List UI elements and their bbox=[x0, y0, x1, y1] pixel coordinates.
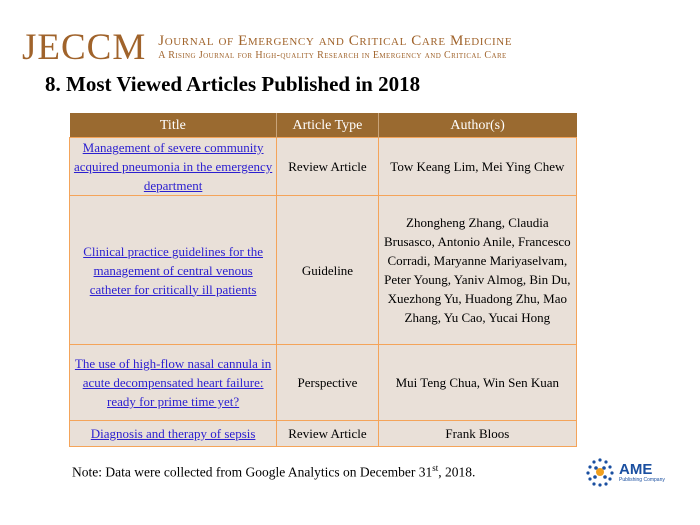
ame-subtitle: Publishing Company bbox=[619, 476, 665, 483]
type-cell: Guideline bbox=[277, 196, 378, 345]
authors-cell: Frank Bloos bbox=[378, 421, 576, 447]
note-text-end: , 2018. bbox=[438, 464, 476, 480]
journal-name: Journal of Emergency and Critical Care Medicine bbox=[158, 33, 513, 49]
title-cell bbox=[70, 421, 277, 447]
table-row bbox=[70, 196, 577, 345]
table-header-row bbox=[70, 113, 577, 138]
header-authors: Author(s) bbox=[378, 113, 576, 138]
authors-cell: Tow Keang Lim, Mei Ying Chew bbox=[378, 138, 576, 196]
table-row bbox=[70, 345, 577, 421]
journal-tagline: A Rising Journal for High-quality Research in Emergency and Critical Care bbox=[158, 50, 507, 61]
header-article-type: Article Type bbox=[277, 113, 378, 138]
article-link[interactable]: Clinical practice guidelines for the management of central venous catheter for critically ill patients bbox=[83, 243, 263, 297]
title-cell bbox=[70, 196, 277, 345]
ame-logo bbox=[585, 457, 665, 487]
table-row bbox=[70, 138, 577, 196]
note-superscript: st bbox=[432, 463, 439, 473]
journal-info bbox=[158, 32, 512, 62]
note-text: Note: Data were collected from Google Analytics on December 31 bbox=[72, 464, 433, 480]
slide-title: 8. Most Viewed Articles Published in 2018 bbox=[45, 72, 421, 96]
type-cell: Review Article bbox=[277, 421, 378, 447]
journal-logo: JECCM bbox=[22, 27, 147, 68]
ame-name: AME bbox=[619, 460, 653, 478]
article-link[interactable]: Management of severe community acquired pneumonia in the emergency department bbox=[73, 140, 273, 193]
title-cell bbox=[70, 345, 277, 421]
article-link[interactable]: The use of high-flow nasal cannula in acute decompensated heart failure: ready for prime time yet? bbox=[74, 356, 272, 409]
articles-table bbox=[69, 113, 577, 447]
title-cell bbox=[70, 138, 277, 196]
journal-header bbox=[22, 27, 513, 68]
authors-cell: Mui Teng Chua, Win Sen Kuan bbox=[378, 345, 576, 421]
table-row bbox=[70, 421, 577, 447]
ame-globe-icon bbox=[585, 457, 615, 487]
type-cell: Perspective bbox=[277, 345, 378, 421]
article-link[interactable]: Diagnosis and therapy of sepsis bbox=[90, 426, 256, 441]
type-cell: Review Article bbox=[277, 138, 378, 196]
authors-cell: Zhongheng Zhang, Claudia Brusasco, Antonio Anile, Francesco Corradi, Maryanne Mariyaselvam, Peter Young, Yaniv Almog, Bin Du, Xuezhong Yu, Huadong Zhu, Mao Zhang, Yu Cao, Yucai Hong bbox=[378, 196, 576, 345]
data-source-note bbox=[72, 463, 475, 481]
header-title: Title bbox=[70, 113, 277, 138]
